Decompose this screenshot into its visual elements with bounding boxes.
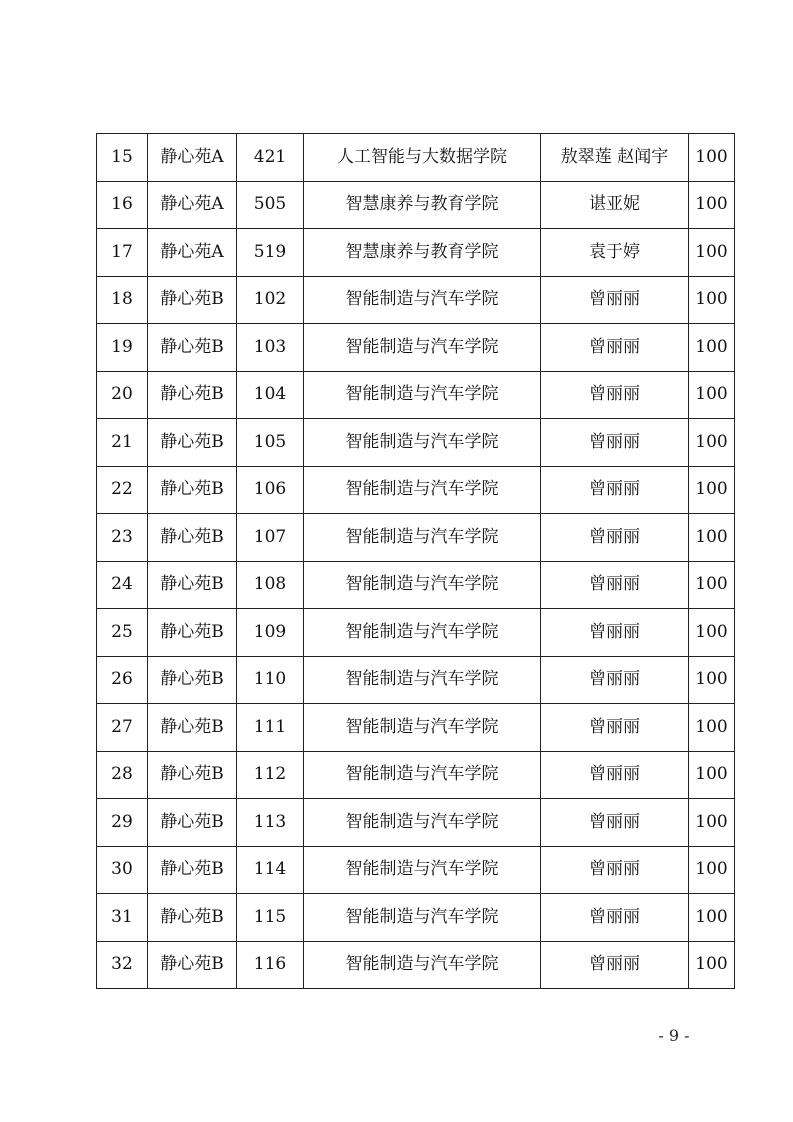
room-number-cell: 104	[237, 371, 304, 419]
row-number-cell: 27	[97, 704, 148, 752]
row-number-cell: 24	[97, 561, 148, 609]
row-number-cell: 23	[97, 514, 148, 562]
responsible-person-cell: 曾丽丽	[541, 371, 689, 419]
building-cell: 静心苑B	[148, 846, 237, 894]
college-cell: 智能制造与汽车学院	[304, 704, 541, 752]
building-cell: 静心苑B	[148, 466, 237, 514]
score-cell: 100	[689, 704, 735, 752]
college-cell: 人工智能与大数据学院	[304, 134, 541, 182]
college-cell: 智能制造与汽车学院	[304, 941, 541, 989]
row-number-cell: 31	[97, 894, 148, 942]
college-cell: 智能制造与汽车学院	[304, 751, 541, 799]
building-cell: 静心苑B	[148, 656, 237, 704]
score-cell: 100	[689, 466, 735, 514]
score-cell: 100	[689, 846, 735, 894]
score-cell: 100	[689, 751, 735, 799]
building-cell: 静心苑B	[148, 514, 237, 562]
college-cell: 智能制造与汽车学院	[304, 324, 541, 372]
score-cell: 100	[689, 324, 735, 372]
room-number-cell: 106	[237, 466, 304, 514]
responsible-person-cell: 曾丽丽	[541, 419, 689, 467]
responsible-person-cell: 谌亚妮	[541, 181, 689, 229]
table-row	[97, 894, 735, 942]
score-cell: 100	[689, 419, 735, 467]
score-cell: 100	[689, 799, 735, 847]
row-number-cell: 29	[97, 799, 148, 847]
score-cell: 100	[689, 371, 735, 419]
room-number-cell: 421	[237, 134, 304, 182]
score-cell: 100	[689, 609, 735, 657]
building-cell: 静心苑B	[148, 704, 237, 752]
responsible-person-cell: 曾丽丽	[541, 466, 689, 514]
score-cell: 100	[689, 276, 735, 324]
table-row	[97, 846, 735, 894]
room-number-cell: 103	[237, 324, 304, 372]
row-number-cell: 22	[97, 466, 148, 514]
table-row	[97, 371, 735, 419]
room-number-cell: 505	[237, 181, 304, 229]
building-cell: 静心苑B	[148, 371, 237, 419]
college-cell: 智能制造与汽车学院	[304, 609, 541, 657]
building-cell: 静心苑A	[148, 181, 237, 229]
college-cell: 智能制造与汽车学院	[304, 514, 541, 562]
college-cell: 智能制造与汽车学院	[304, 419, 541, 467]
responsible-person-cell: 曾丽丽	[541, 514, 689, 562]
table-row	[97, 656, 735, 704]
score-cell: 100	[689, 941, 735, 989]
college-cell: 智能制造与汽车学院	[304, 656, 541, 704]
responsible-person-cell: 曾丽丽	[541, 561, 689, 609]
responsible-person-cell: 曾丽丽	[541, 799, 689, 847]
responsible-person-cell: 曾丽丽	[541, 894, 689, 942]
table-row	[97, 134, 735, 182]
table-row	[97, 704, 735, 752]
room-number-cell: 114	[237, 846, 304, 894]
room-number-cell: 108	[237, 561, 304, 609]
score-cell: 100	[689, 134, 735, 182]
table-row	[97, 941, 735, 989]
table-row	[97, 561, 735, 609]
building-cell: 静心苑B	[148, 276, 237, 324]
table-row	[97, 799, 735, 847]
table-row	[97, 229, 735, 277]
building-cell: 静心苑B	[148, 324, 237, 372]
score-cell: 100	[689, 561, 735, 609]
building-cell: 静心苑A	[148, 229, 237, 277]
score-cell: 100	[689, 514, 735, 562]
college-cell: 智能制造与汽车学院	[304, 466, 541, 514]
building-cell: 静心苑B	[148, 894, 237, 942]
row-number-cell: 26	[97, 656, 148, 704]
table-row	[97, 276, 735, 324]
responsible-person-cell: 敖翠莲 赵闻宇	[541, 134, 689, 182]
score-cell: 100	[689, 181, 735, 229]
responsible-person-cell: 曾丽丽	[541, 751, 689, 799]
college-cell: 智能制造与汽车学院	[304, 894, 541, 942]
row-number-cell: 25	[97, 609, 148, 657]
row-number-cell: 15	[97, 134, 148, 182]
room-number-cell: 112	[237, 751, 304, 799]
responsible-person-cell: 曾丽丽	[541, 846, 689, 894]
college-cell: 智能制造与汽车学院	[304, 561, 541, 609]
college-cell: 智慧康养与教育学院	[304, 229, 541, 277]
responsible-person-cell: 曾丽丽	[541, 324, 689, 372]
table-row	[97, 609, 735, 657]
table-row	[97, 181, 735, 229]
score-cell: 100	[689, 656, 735, 704]
room-number-cell: 105	[237, 419, 304, 467]
room-number-cell: 107	[237, 514, 304, 562]
table-row	[97, 324, 735, 372]
building-cell: 静心苑B	[148, 751, 237, 799]
responsible-person-cell: 曾丽丽	[541, 276, 689, 324]
room-number-cell: 110	[237, 656, 304, 704]
building-cell: 静心苑B	[148, 561, 237, 609]
table-row	[97, 751, 735, 799]
college-cell: 智慧康养与教育学院	[304, 181, 541, 229]
row-number-cell: 20	[97, 371, 148, 419]
college-cell: 智能制造与汽车学院	[304, 799, 541, 847]
building-cell: 静心苑B	[148, 419, 237, 467]
table-row	[97, 514, 735, 562]
row-number-cell: 32	[97, 941, 148, 989]
college-cell: 智能制造与汽车学院	[304, 371, 541, 419]
room-number-cell: 111	[237, 704, 304, 752]
row-number-cell: 19	[97, 324, 148, 372]
dormitory-score-table	[96, 133, 735, 989]
responsible-person-cell: 曾丽丽	[541, 704, 689, 752]
room-number-cell: 519	[237, 229, 304, 277]
college-cell: 智能制造与汽车学院	[304, 276, 541, 324]
room-number-cell: 102	[237, 276, 304, 324]
building-cell: 静心苑A	[148, 134, 237, 182]
building-cell: 静心苑B	[148, 941, 237, 989]
building-cell: 静心苑B	[148, 799, 237, 847]
college-cell: 智能制造与汽车学院	[304, 846, 541, 894]
room-number-cell: 109	[237, 609, 304, 657]
row-number-cell: 16	[97, 181, 148, 229]
row-number-cell: 17	[97, 229, 148, 277]
responsible-person-cell: 袁于婷	[541, 229, 689, 277]
building-cell: 静心苑B	[148, 609, 237, 657]
responsible-person-cell: 曾丽丽	[541, 609, 689, 657]
room-number-cell: 113	[237, 799, 304, 847]
row-number-cell: 30	[97, 846, 148, 894]
row-number-cell: 21	[97, 419, 148, 467]
score-cell: 100	[689, 229, 735, 277]
page-number: - 9 -	[658, 1026, 690, 1045]
table-body	[97, 134, 735, 989]
table-row	[97, 419, 735, 467]
row-number-cell: 28	[97, 751, 148, 799]
responsible-person-cell: 曾丽丽	[541, 656, 689, 704]
table-row	[97, 466, 735, 514]
room-number-cell: 115	[237, 894, 304, 942]
responsible-person-cell: 曾丽丽	[541, 941, 689, 989]
score-cell: 100	[689, 894, 735, 942]
row-number-cell: 18	[97, 276, 148, 324]
room-number-cell: 116	[237, 941, 304, 989]
